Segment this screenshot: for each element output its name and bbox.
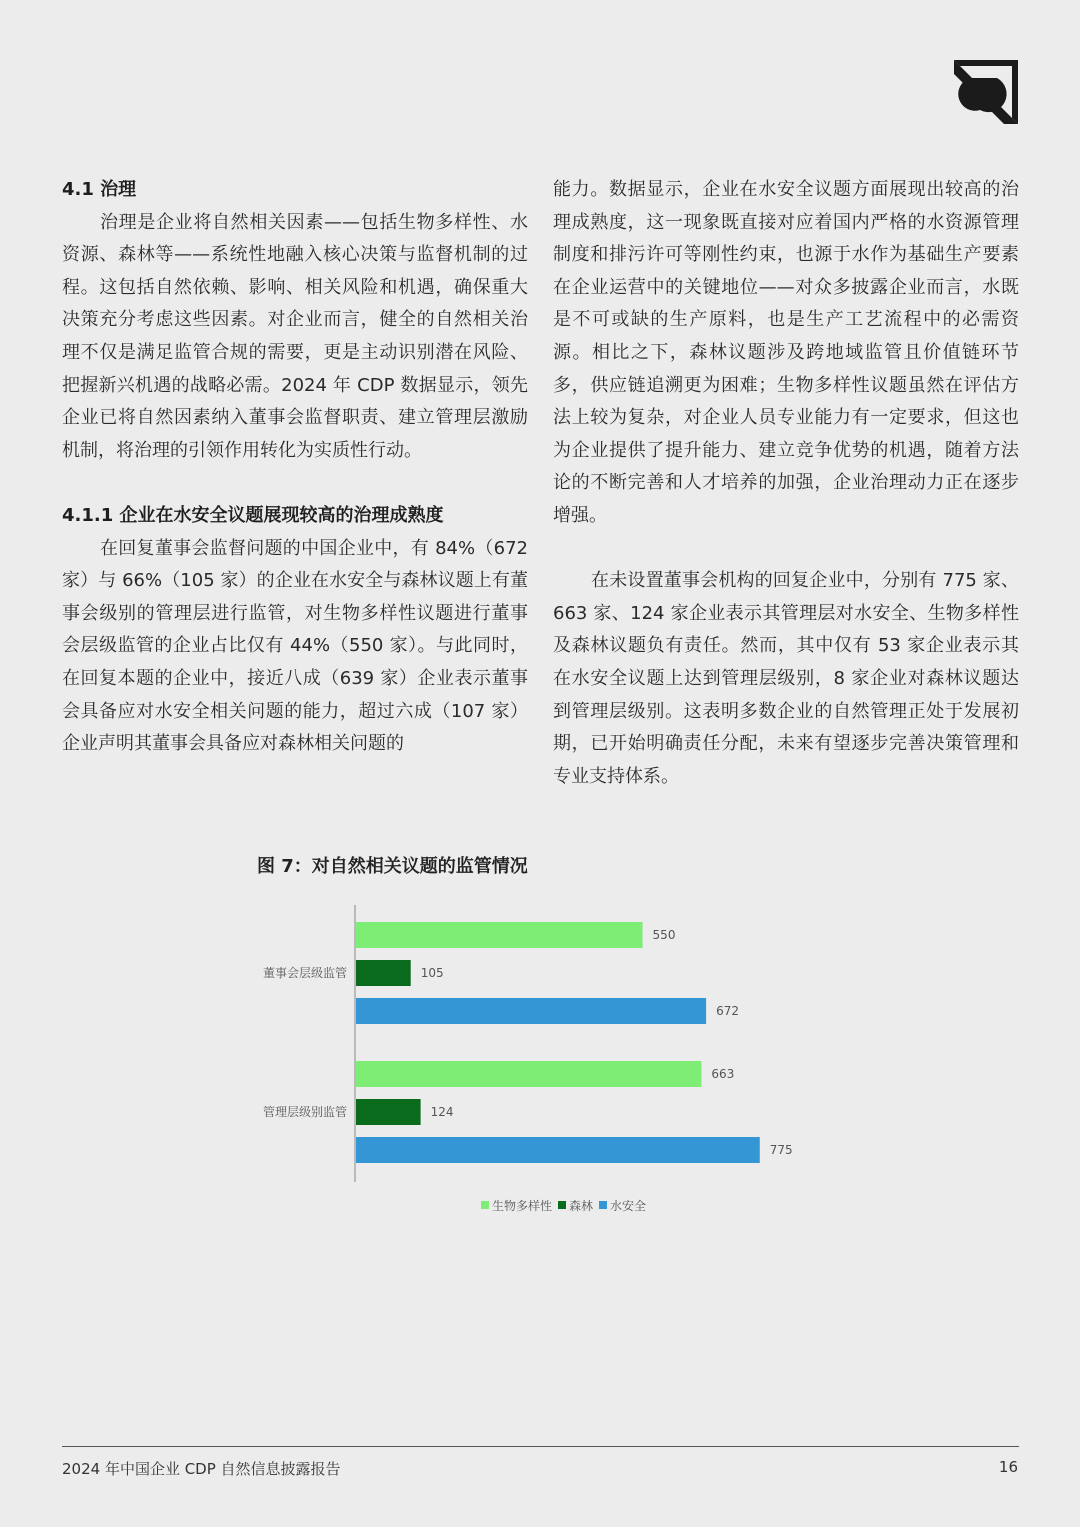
bar-水安全-管理层级别监管 xyxy=(356,1137,760,1163)
right-column xyxy=(553,174,1019,793)
legend-swatch xyxy=(481,1201,489,1209)
legend-swatch xyxy=(558,1201,566,1209)
data-label: 105 xyxy=(420,966,444,980)
legend-swatch xyxy=(599,1201,607,1209)
data-label: 124 xyxy=(430,1105,454,1119)
bar-森林-管理层级别监管 xyxy=(356,1099,421,1125)
category-label: 董事会层级监管 xyxy=(262,966,347,980)
oversight-bar-chart xyxy=(240,895,840,1225)
governance-intro-paragraph: 治理是企业将自然相关因素——包括生物多样性、水资源、森林等——系统性地融入核心决策与监督机制的过程。这包括自然依赖、影响、相关风险和机遇，确保重大决策充分考虑这些因素。对企业而言，健全的自然相关治理不仅是满足监管合规的需要，更是主动识别潜在风险、把握新兴机遇的战略必需。2024 年 CDP 数据显示，领先企业已将自然因素纳入董事会监督职责、建立管理层激励机制，将治理的引领作用转化为实质性行动。 xyxy=(62,211,528,461)
legend-label: 水安全 xyxy=(610,1199,647,1213)
legend-label: 森林 xyxy=(569,1199,594,1213)
bar-生物多样性-管理层级别监管 xyxy=(356,1061,701,1087)
legend-label: 生物多样性 xyxy=(492,1199,553,1213)
footer-divider xyxy=(62,1446,1019,1447)
data-label: 663 xyxy=(711,1067,735,1081)
board-oversight-paragraph: 在回复董事会监督问题的中国企业中，有 84%（672 家）与 66%（105 家）的企业在水安全与森林议题上有董事会级别的管理层进行监管，对生物多样性议题进行董事会层级监管的企业占比仅有 44%（550 家）。与此同时，在回复本题的企业中，接近八成（639 家）企业表示董事会具备应对水安全相关问题的能力，超过六成（107 家）企业声明其董事会具备应对森林相关问题的 xyxy=(62,537,528,755)
left-column xyxy=(62,174,528,761)
bar-生物多样性-董事会层级监管 xyxy=(356,922,643,948)
governance-maturity-paragraph: 能力。数据显示，企业在水安全议题方面展现出较高的治理成熟度，这一现象既直接对应着国内严格的水资源管理制度和排污许可等刚性约束，也源于水作为基础生产要素在企业运营中的关键地位——对众多披露企业而言，水既是不可或缺的生产原料，也是生产工艺流程中的必需资源。相比之下，森林议题涉及跨地域监管且价值链环节多，供应链追溯更为困难；生物多样性议题虽然在评估方法上较为复杂，对企业人员专业能力有一定要求，但这也为企业提供了提升能力、建立竞争优势的机遇，随着方法论的不断完善和人才培养的加强，企业治理动力正在逐步增强。 xyxy=(553,179,1019,526)
cdp-logo-icon xyxy=(952,58,1020,126)
section-heading-4-1-1: 4.1.1 企业在水安全议题展现较高的治理成熟度 xyxy=(62,504,444,526)
footer-report-title: 2024 年中国企业 CDP 自然信息披露报告 xyxy=(62,1460,341,1478)
bar-森林-董事会层级监管 xyxy=(356,960,411,986)
data-label: 672 xyxy=(716,1004,740,1018)
figure-title: 图 7：对自然相关议题的监管情况 xyxy=(257,856,528,877)
section-heading-4-1: 4.1 治理 xyxy=(62,179,137,200)
bar-水安全-董事会层级监管 xyxy=(356,998,706,1024)
management-responsibility-paragraph: 在未设置董事会机构的回复企业中，分别有 775 家、663 家、124 家企业表示其管理层对水安全、生物多样性及森林议题负有责任。然而，其中仅有 53 家企业表示其在水安全议题上达到管理层级别，8 家企业对森林议题达到管理层级别。这表明多数企业的自然管理正处于发展初期，已开始明确责任分配，未来有望逐步完善决策管理和专业支持体系。 xyxy=(553,570,1019,787)
category-label: 管理层级别监管 xyxy=(262,1105,347,1119)
data-label: 550 xyxy=(652,928,676,942)
data-label: 775 xyxy=(769,1143,793,1157)
page-number: 16 xyxy=(998,1458,1018,1476)
